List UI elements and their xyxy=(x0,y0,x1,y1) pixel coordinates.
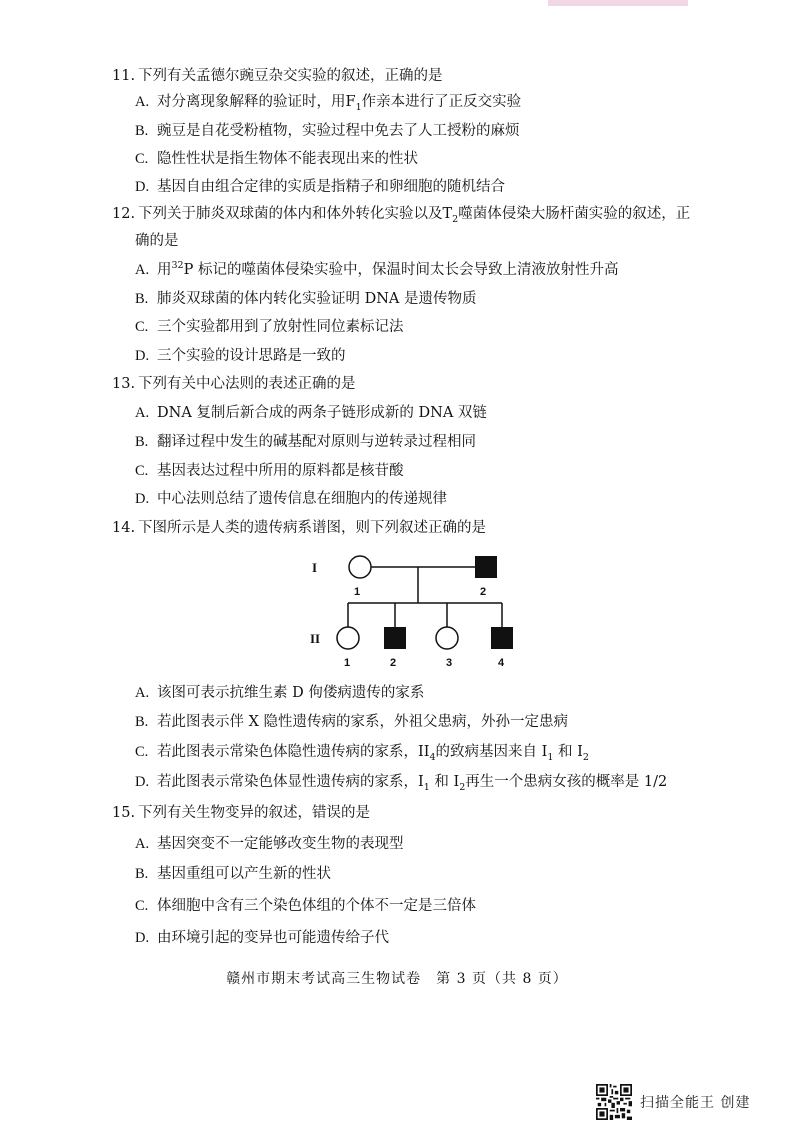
question-15-stem: 15. 下列有关生物变异的叙述，错误的是 xyxy=(112,805,370,821)
question-14-option-d: D. 若此图表示常染色体显性遗传病的家系，$I_1$ 和 $I_2$再生一个患病女孩的概率是 1/2 xyxy=(135,774,668,793)
scanner-watermark xyxy=(596,1082,750,1122)
question-12-stem: 12. 下列关于肺炎双球菌的体内和体外转化实验以及$T_2$噬菌体侵染大肠杆菌实验的叙述，正 xyxy=(112,206,691,225)
question-11-option-d: D. 基因自由组合定律的实质是指精子和卵细胞的随机结合 xyxy=(135,179,505,195)
question-12-option-d: D. 三个实验的设计思路是一致的 xyxy=(135,348,346,364)
question-15-option-b: B. 基因重组可以产生新的性状 xyxy=(135,866,331,882)
question-12-option-c: C. 三个实验都用到了放射性同位素标记法 xyxy=(135,319,404,335)
gen1-member-2-symbol xyxy=(475,556,497,578)
page-footer: 赣州市期末考试高三生物试卷 第 3 页（共 8 页） xyxy=(226,971,568,987)
watermark-text: 扫描全能王 创建 xyxy=(640,1095,751,1111)
question-11-option-c: C. 隐性性状是指生物体不能表现出来的性状 xyxy=(135,151,418,167)
gen2-member-3-symbol xyxy=(436,627,458,649)
question-15-option-c: C. 体细胞中含有三个染色体组的个体不一定是三倍体 xyxy=(135,898,476,914)
pedigree-chart xyxy=(300,548,530,670)
gen2-member-3-label: 3 xyxy=(445,657,453,669)
gen2-member-1-label: 1 xyxy=(343,657,351,669)
question-14-option-b: B. 若此图表示伴 X 隐性遗传病的家系，外祖父患病，外孙一定患病 xyxy=(135,714,569,730)
question-15-option-a: A. 基因突变不一定能够改变生物的表现型 xyxy=(135,836,404,852)
question-13-option-b: B. 翻译过程中发生的碱基配对原则与逆转录过程相同 xyxy=(135,434,476,450)
gen2-member-4-label: 4 xyxy=(497,657,505,669)
question-13-option-a: A. DNA 复制后新合成的两条子链形成新的 DNA 双链 xyxy=(135,405,487,421)
gen2-member-2-label: 2 xyxy=(389,657,397,669)
gen2-member-2-symbol xyxy=(384,627,406,649)
question-13-option-d: D. 中心法则总结了遗传信息在细胞内的传递规律 xyxy=(135,491,447,507)
generation-label-1: I xyxy=(312,560,318,575)
question-12-option-a: A. 用$^{32}$P 标记的噬菌体侵染实验中，保温时间太长会导致上清液放射性升高 xyxy=(135,260,619,278)
gen1-member-1-symbol xyxy=(349,556,371,578)
question-14-option-a: A. 该图可表示抗维生素 D 佝偻病遗传的家系 xyxy=(135,685,425,701)
gen1-member-2-label: 2 xyxy=(479,586,487,598)
question-14-stem: 14. 下图所示是人类的遗传病系谱图，则下列叙述正确的是 xyxy=(112,520,486,536)
question-11-stem: 11. 下列有关孟德尔豌豆杂交实验的叙述，正确的是 xyxy=(112,68,443,84)
gen1-member-1-label: 1 xyxy=(353,586,361,598)
qr-code-icon xyxy=(596,1084,632,1120)
question-13-option-c: C. 基因表达过程中所用的原料都是核苷酸 xyxy=(135,463,404,479)
question-12-option-b: B. 肺炎双球菌的体内转化实验证明 DNA 是遗传物质 xyxy=(135,291,477,307)
question-11-option-a: A. 对分离现象解释的验证时，用$F_1$作亲本进行了正反交实验 xyxy=(135,94,522,113)
question-14-option-c: C. 若此图表示常染色体隐性遗传病的家系，$II_4$的致病基因来自 $I_1$ 和 $I_2$ xyxy=(135,744,589,763)
gen2-member-4-symbol xyxy=(491,627,513,649)
generation-label-2: II xyxy=(310,631,321,646)
gen2-member-1-symbol xyxy=(337,627,359,649)
question-13-stem: 13. 下列有关中心法则的表述正确的是 xyxy=(112,376,356,392)
question-12-stem-line2: 确的是 xyxy=(135,233,179,249)
question-11-option-b: B. 豌豆是自花受粉植物，实验过程中免去了人工授粉的麻烦 xyxy=(135,123,520,139)
question-15-option-d: D. 由环境引起的变异也可能遗传给子代 xyxy=(135,930,389,946)
